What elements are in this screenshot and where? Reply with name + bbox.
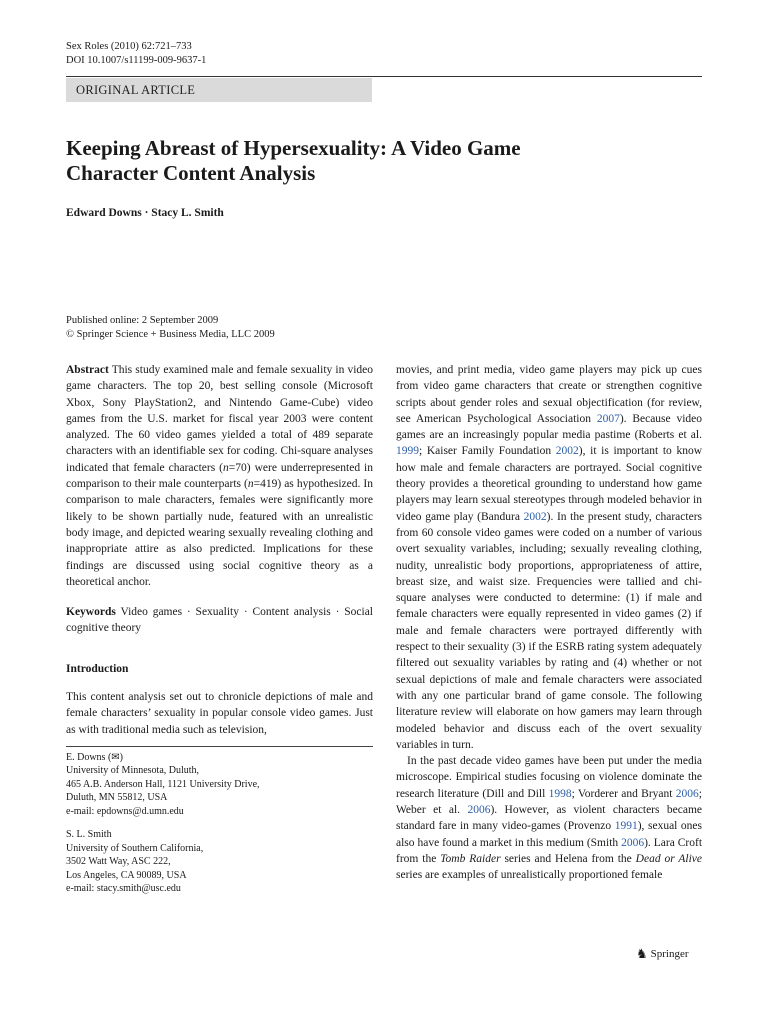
author-affiliation-downs: E. Downs (✉) University of Minnesota, Duluth, 465 A.B. Anderson Hall, 1121 University Drive, Duluth, MN 55812, USA e-mail: epdowns@d.umn.edu	[66, 751, 373, 819]
authors: Edward Downs · Stacy L. Smith	[66, 207, 224, 219]
springer-horse-icon: ♞	[636, 946, 648, 961]
title-line-1: Keeping Abreast of Hypersexuality: A Video Game	[66, 136, 521, 160]
citation-link[interactable]: 2002	[523, 510, 547, 523]
doi: DOI 10.1007/s11199-009-9637-1	[66, 55, 207, 66]
header-rule	[66, 76, 702, 77]
body-paragraph-2: In the past decade video games have been put under the media microscope. Empirical studies focusing on violence dominate the research literature (Dill and Dill 1998; Vorderer and Bryant 2006; Weber et al. 2006). However, as violent characters became standard fare in many video-games (Provenzo 1991), sexual ones also have found a market in this medium (Smith 2006). Lara Croft from the Tomb Raider series and Helena from the Dead or Alive series are examples of unrealistically proportioned female	[396, 755, 703, 882]
journal-citation: Sex Roles (2010) 62:721–733	[66, 41, 192, 52]
author-affiliation-smith: S. L. Smith University of Southern California, 3502 Watt Way, ASC 222, Los Angeles, CA 90089, USA e-mail: stacy.smith@usc.edu	[66, 828, 373, 896]
citation-link[interactable]: 1999	[396, 445, 419, 458]
title-line-2: Character Content Analysis	[66, 161, 316, 185]
citation-link[interactable]: 2007	[596, 412, 620, 425]
email-downs[interactable]: e-mail: epdowns@d.umn.edu	[66, 805, 184, 817]
section-heading-introduction: Introduction	[66, 662, 129, 675]
citation-link[interactable]: 1991	[614, 820, 638, 833]
abstract-label: Abstract	[66, 364, 109, 376]
article-title	[66, 136, 686, 186]
right-column	[396, 362, 702, 884]
abstract: Abstract This study examined male and female sexuality in video game characters. The top 20, best selling console (Microsoft Xbox, Sony PlayStation2, and Nintendo Game-Cube) video games from the U.S. market for fiscal year 2003 were content analyzed. The 60 video games yielded a total of 489 separate characters with an identifiable sex for coding. Chi-square analyses indicated that female characters (n=70) were underrepresented in comparison to their male counterparts (n=419) as hypothesized. In comparison to male characters, females were significantly more likely to be shown partially nude, featured with an unrealistic body image, and depicted wearing sexually revealing clothing and inappropriate attire as also predicted. Implications for these findings are discussed using social cognitive theory as a theoretical anchor.	[66, 364, 373, 588]
citation-link[interactable]: 2006	[675, 787, 699, 800]
published-date: Published online: 2 September 2009	[66, 315, 219, 326]
article-type-band: ORIGINAL ARTICLE	[66, 78, 372, 102]
citation-link[interactable]: 2006	[467, 804, 491, 817]
citation-link[interactable]: 2006	[621, 836, 645, 849]
citation-link[interactable]: 1998	[548, 787, 572, 800]
keywords-label: Keywords	[66, 606, 116, 619]
springer-wordmark: Springer	[650, 947, 689, 960]
footnote-rule	[66, 746, 373, 747]
publication-info	[66, 314, 275, 341]
keywords: Keywords Video games · Sexuality · Content analysis · Social cognitive theory	[66, 606, 373, 635]
email-smith[interactable]: e-mail: stacy.smith@usc.edu	[66, 883, 181, 895]
intro-paragraph: This content analysis set out to chronicle depictions of male and female characters’ sexuality in popular console video games. Just as with traditional media such as television,	[66, 691, 373, 736]
journal-header	[66, 40, 206, 68]
copyright: © Springer Science + Business Media, LLC 2009	[66, 328, 275, 340]
citation-link[interactable]: 2002	[555, 445, 579, 458]
body-paragraph-1: movies, and print media, video game players may pick up cues from video game characters that create or strengthen cognitive scripts about gender roles and sexual objectification (for review, see American Psychological Association 2007). Because video games are an increasingly popular media pastime (Roberts et al. 1999; Kaiser Family Foundation 2002), it is important to know how male and female characters are portrayed. Social cognitive theory provides a theoretical grounding to understand how game players may learn sexual stereotypes through modeled behavior in video game play (Bandura 2002). In the present study, characters from 60 console video games were coded on a number of various overt sexuality variables, including; sexually revealing clothing, nudity, unrealistic body proportions, appropriateness of attire, breast size, and waist size. Frequencies were tallied and chi-square analyses were conducted to determine: (1) if male and female characters were equally represented in video games (2) if male and female characters were portrayed differently with respect to their sexuality (3) if the ESRB rating system adequately filtered out sexuality variables by rating and (4) whether or not sexual depictions of male and female characters were associated with any one particular brand of game console. The following literature review will elaborate on how gamers may learn through modeled behavior and discuss each of the overt sexuality variables in turn.	[396, 364, 702, 751]
springer-logo	[636, 947, 689, 960]
left-column	[66, 362, 373, 896]
